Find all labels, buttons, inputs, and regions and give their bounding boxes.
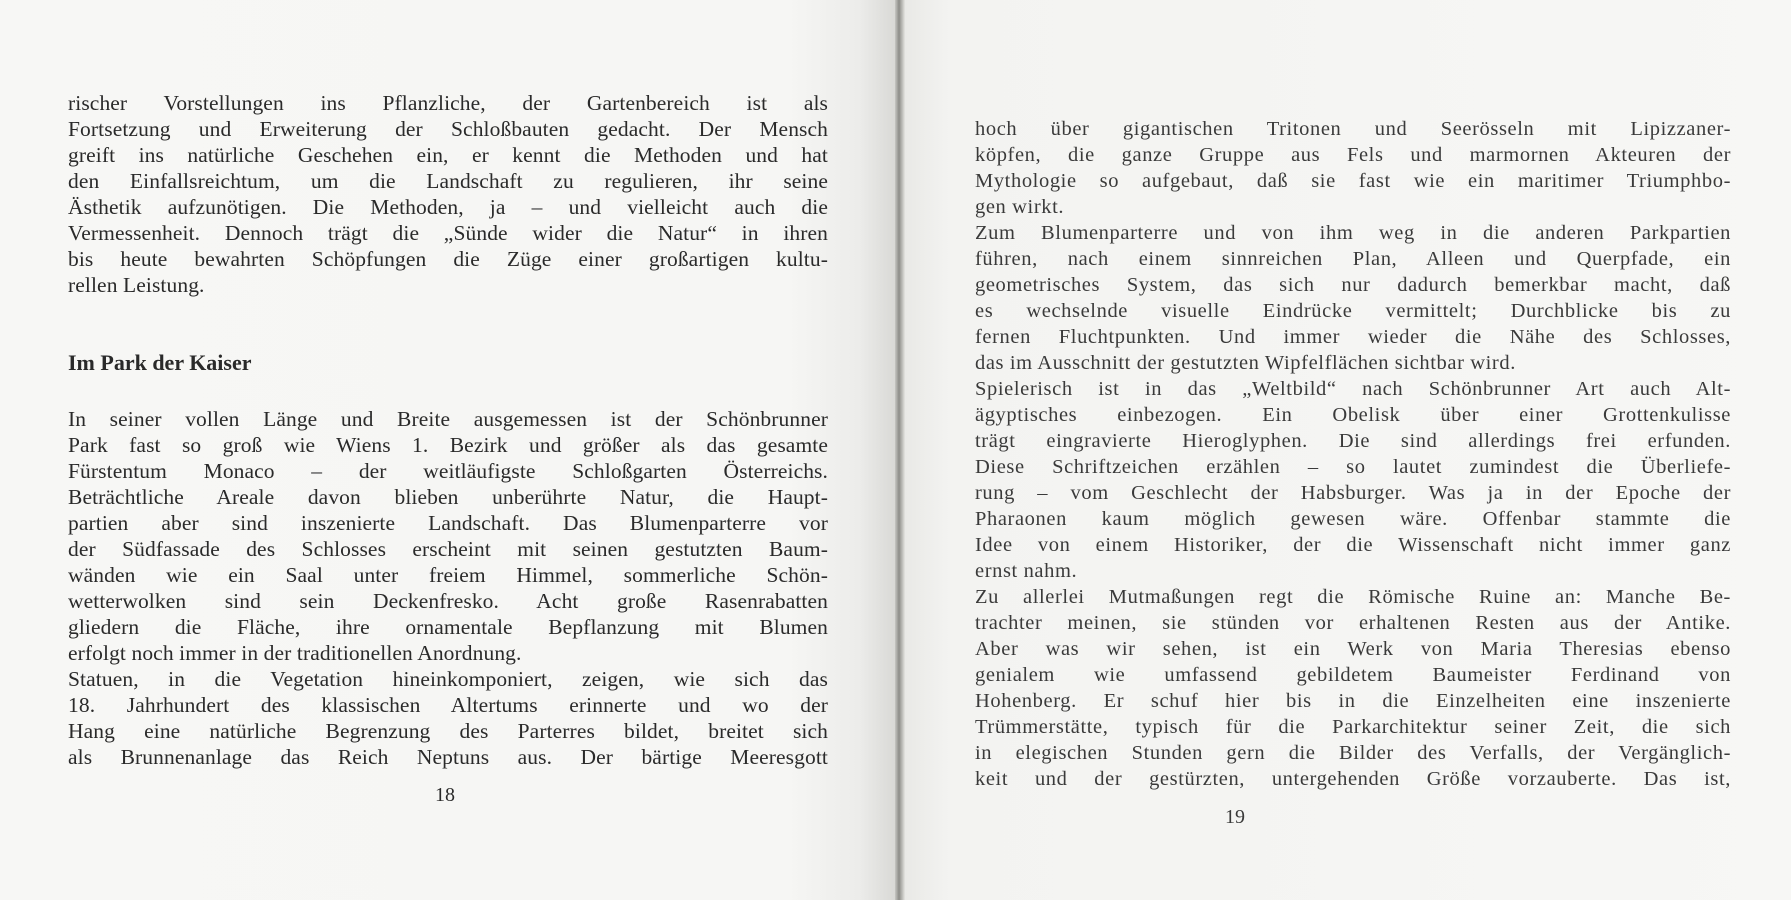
- text-line: Aber was wir sehen, ist ein Werk von Maria Theresias ebenso: [975, 638, 1731, 660]
- text-line: Park fast so groß wie Wiens 1. Bezirk und größer als das gesamte: [68, 433, 828, 457]
- text-line: In seiner vollen Länge und Breite ausgemessen ist der Schönbrunner: [68, 407, 828, 431]
- text-line: Pharaonen kaum möglich gewesen wäre. Offenbar stammte die: [975, 508, 1731, 530]
- text-line: trachter meinen, sie stünden vor erhaltenen Resten aus der Antike.: [975, 612, 1731, 634]
- text-line: geometrisches System, das sich nur dadurch bemerkbar macht, daß: [975, 274, 1731, 296]
- text-line: Beträchtliche Areale davon blieben unberührte Natur, die Haupt-: [68, 485, 828, 509]
- text-line: Idee von einem Historiker, der die Wissenschaft nicht immer ganz: [975, 534, 1731, 556]
- right-paragraph-1: [975, 116, 1731, 220]
- text-line: in elegischen Stunden gern die Bilder des Verfalls, der Vergänglich-: [975, 742, 1731, 764]
- text-line: partien aber sind inszenierte Landschaft. Das Blumenparterre vor: [68, 511, 828, 535]
- left-page: [0, 0, 895, 900]
- text-line: rung – vom Geschlecht der Habsburger. Was ja in der Epoche der: [975, 482, 1731, 504]
- book-gutter: [895, 0, 905, 900]
- left-page-text: [68, 90, 828, 770]
- text-line: 18. Jahrhundert des klassischen Altertums erinnerte und wo der: [68, 693, 828, 717]
- text-line: rischer Vorstellungen ins Pflanzliche, der Gartenbereich ist als: [68, 91, 828, 115]
- right-paragraph-3: [975, 376, 1731, 584]
- text-line: keit und der gestürzten, untergehenden Größe vorzauberte. Das ist,: [975, 768, 1731, 790]
- text-line: hoch über gigantischen Tritonen und Seerösseln mit Lipizzaner-: [975, 118, 1731, 140]
- text-line: greift ins natürliche Geschehen ein, er kennt die Methoden und hat: [68, 143, 828, 167]
- text-line: Hang eine natürliche Begrenzung des Parterres bildet, breitet sich: [68, 719, 828, 743]
- right-paragraph-4: [975, 584, 1731, 792]
- left-paragraph-1: [68, 90, 828, 298]
- text-line: gliedern die Fläche, ihre ornamentale Bepflanzung mit Blumen: [68, 615, 828, 639]
- text-line: gen wirkt.: [975, 196, 1065, 218]
- text-line: wänden wie ein Saal unter freiem Himmel, sommerliche Schön-: [68, 563, 828, 587]
- text-line: erfolgt noch immer in der traditionellen Anordnung.: [68, 641, 522, 665]
- left-paragraph-2: [68, 406, 828, 666]
- spacer: [68, 376, 828, 406]
- text-line: der Südfassade des Schlosses erscheint mit seinen gestutzten Baum-: [68, 537, 828, 561]
- text-line: ägyptisches einbezogen. Ein Obelisk über einer Grottenkulisse: [975, 404, 1731, 426]
- text-line: Fürstentum Monaco – der weitläufigste Schloßgarten Österreichs.: [68, 459, 828, 483]
- text-line: Fortsetzung und Erweiterung der Schloßbauten gedacht. Der Mensch: [68, 117, 828, 141]
- text-line: fernen Fluchtpunkten. Und immer wieder die Nähe des Schlosses,: [975, 326, 1731, 348]
- text-line: Zum Blumenparterre und von ihm weg in die anderen Parkpartien: [975, 222, 1731, 244]
- page-number: 18: [435, 784, 455, 806]
- text-line: Spielerisch ist in das „Weltbild“ nach Schönbrunner Art auch Alt-: [975, 378, 1731, 400]
- text-line: ernst nahm.: [975, 560, 1078, 582]
- right-page-text: [975, 116, 1731, 792]
- text-line: wetterwolken sind sein Deckenfresko. Acht große Rasenrabatten: [68, 589, 828, 613]
- text-line: den Einfallsreichtum, um die Landschaft zu regulieren, ihr seine: [68, 169, 828, 193]
- page-number: 19: [1225, 806, 1245, 828]
- left-paragraph-3: [68, 666, 828, 770]
- text-line: bis heute bewahrten Schöpfungen die Züge einer großartigen kultu-: [68, 247, 828, 271]
- text-line: es wechselnde visuelle Eindrücke vermittelt; Durchblicke bis zu: [975, 300, 1731, 322]
- text-line: köpfen, die ganze Gruppe aus Fels und marmornen Akteuren der: [975, 144, 1731, 166]
- right-page: [905, 0, 1791, 900]
- section-heading: Im Park der Kaiser: [68, 350, 252, 375]
- text-line: genialem wie umfassend gebildetem Baumeister Ferdinand von: [975, 664, 1731, 686]
- text-line: Statuen, in die Vegetation hineinkomponiert, zeigen, wie sich das: [68, 667, 828, 691]
- text-line: rellen Leistung.: [68, 273, 205, 297]
- text-line: führen, nach einem sinnreichen Plan, Alleen und Querpfade, ein: [975, 248, 1731, 270]
- text-line: Diese Schriftzeichen erzählen – so lautet zumindest die Überliefe-: [975, 456, 1731, 478]
- right-paragraph-2: [975, 220, 1731, 376]
- spacer: [68, 298, 828, 350]
- text-line: als Brunnenanlage das Reich Neptuns aus. Der bärtige Meeresgott: [68, 745, 828, 769]
- text-line: Hohenberg. Er schuf hier bis in die Einzelheiten eine inszenierte: [975, 690, 1731, 712]
- text-line: das im Ausschnitt der gestutzten Wipfelflächen sichtbar wird.: [975, 352, 1516, 374]
- text-line: trägt eingravierte Hieroglyphen. Die sind allerdings frei erfunden.: [975, 430, 1731, 452]
- text-line: Ästhetik aufzunötigen. Die Methoden, ja – und vielleicht auch die: [68, 195, 828, 219]
- text-line: Zu allerlei Mutmaßungen regt die Römische Ruine an: Manche Be-: [975, 586, 1731, 608]
- text-line: Trümmerstätte, typisch für die Parkarchitektur seiner Zeit, die sich: [975, 716, 1731, 738]
- text-line: Mythologie so aufgebaut, daß sie fast wie ein maritimer Triumphbo-: [975, 170, 1731, 192]
- text-line: Vermessenheit. Dennoch trägt die „Sünde wider die Natur“ in ihren: [68, 221, 828, 245]
